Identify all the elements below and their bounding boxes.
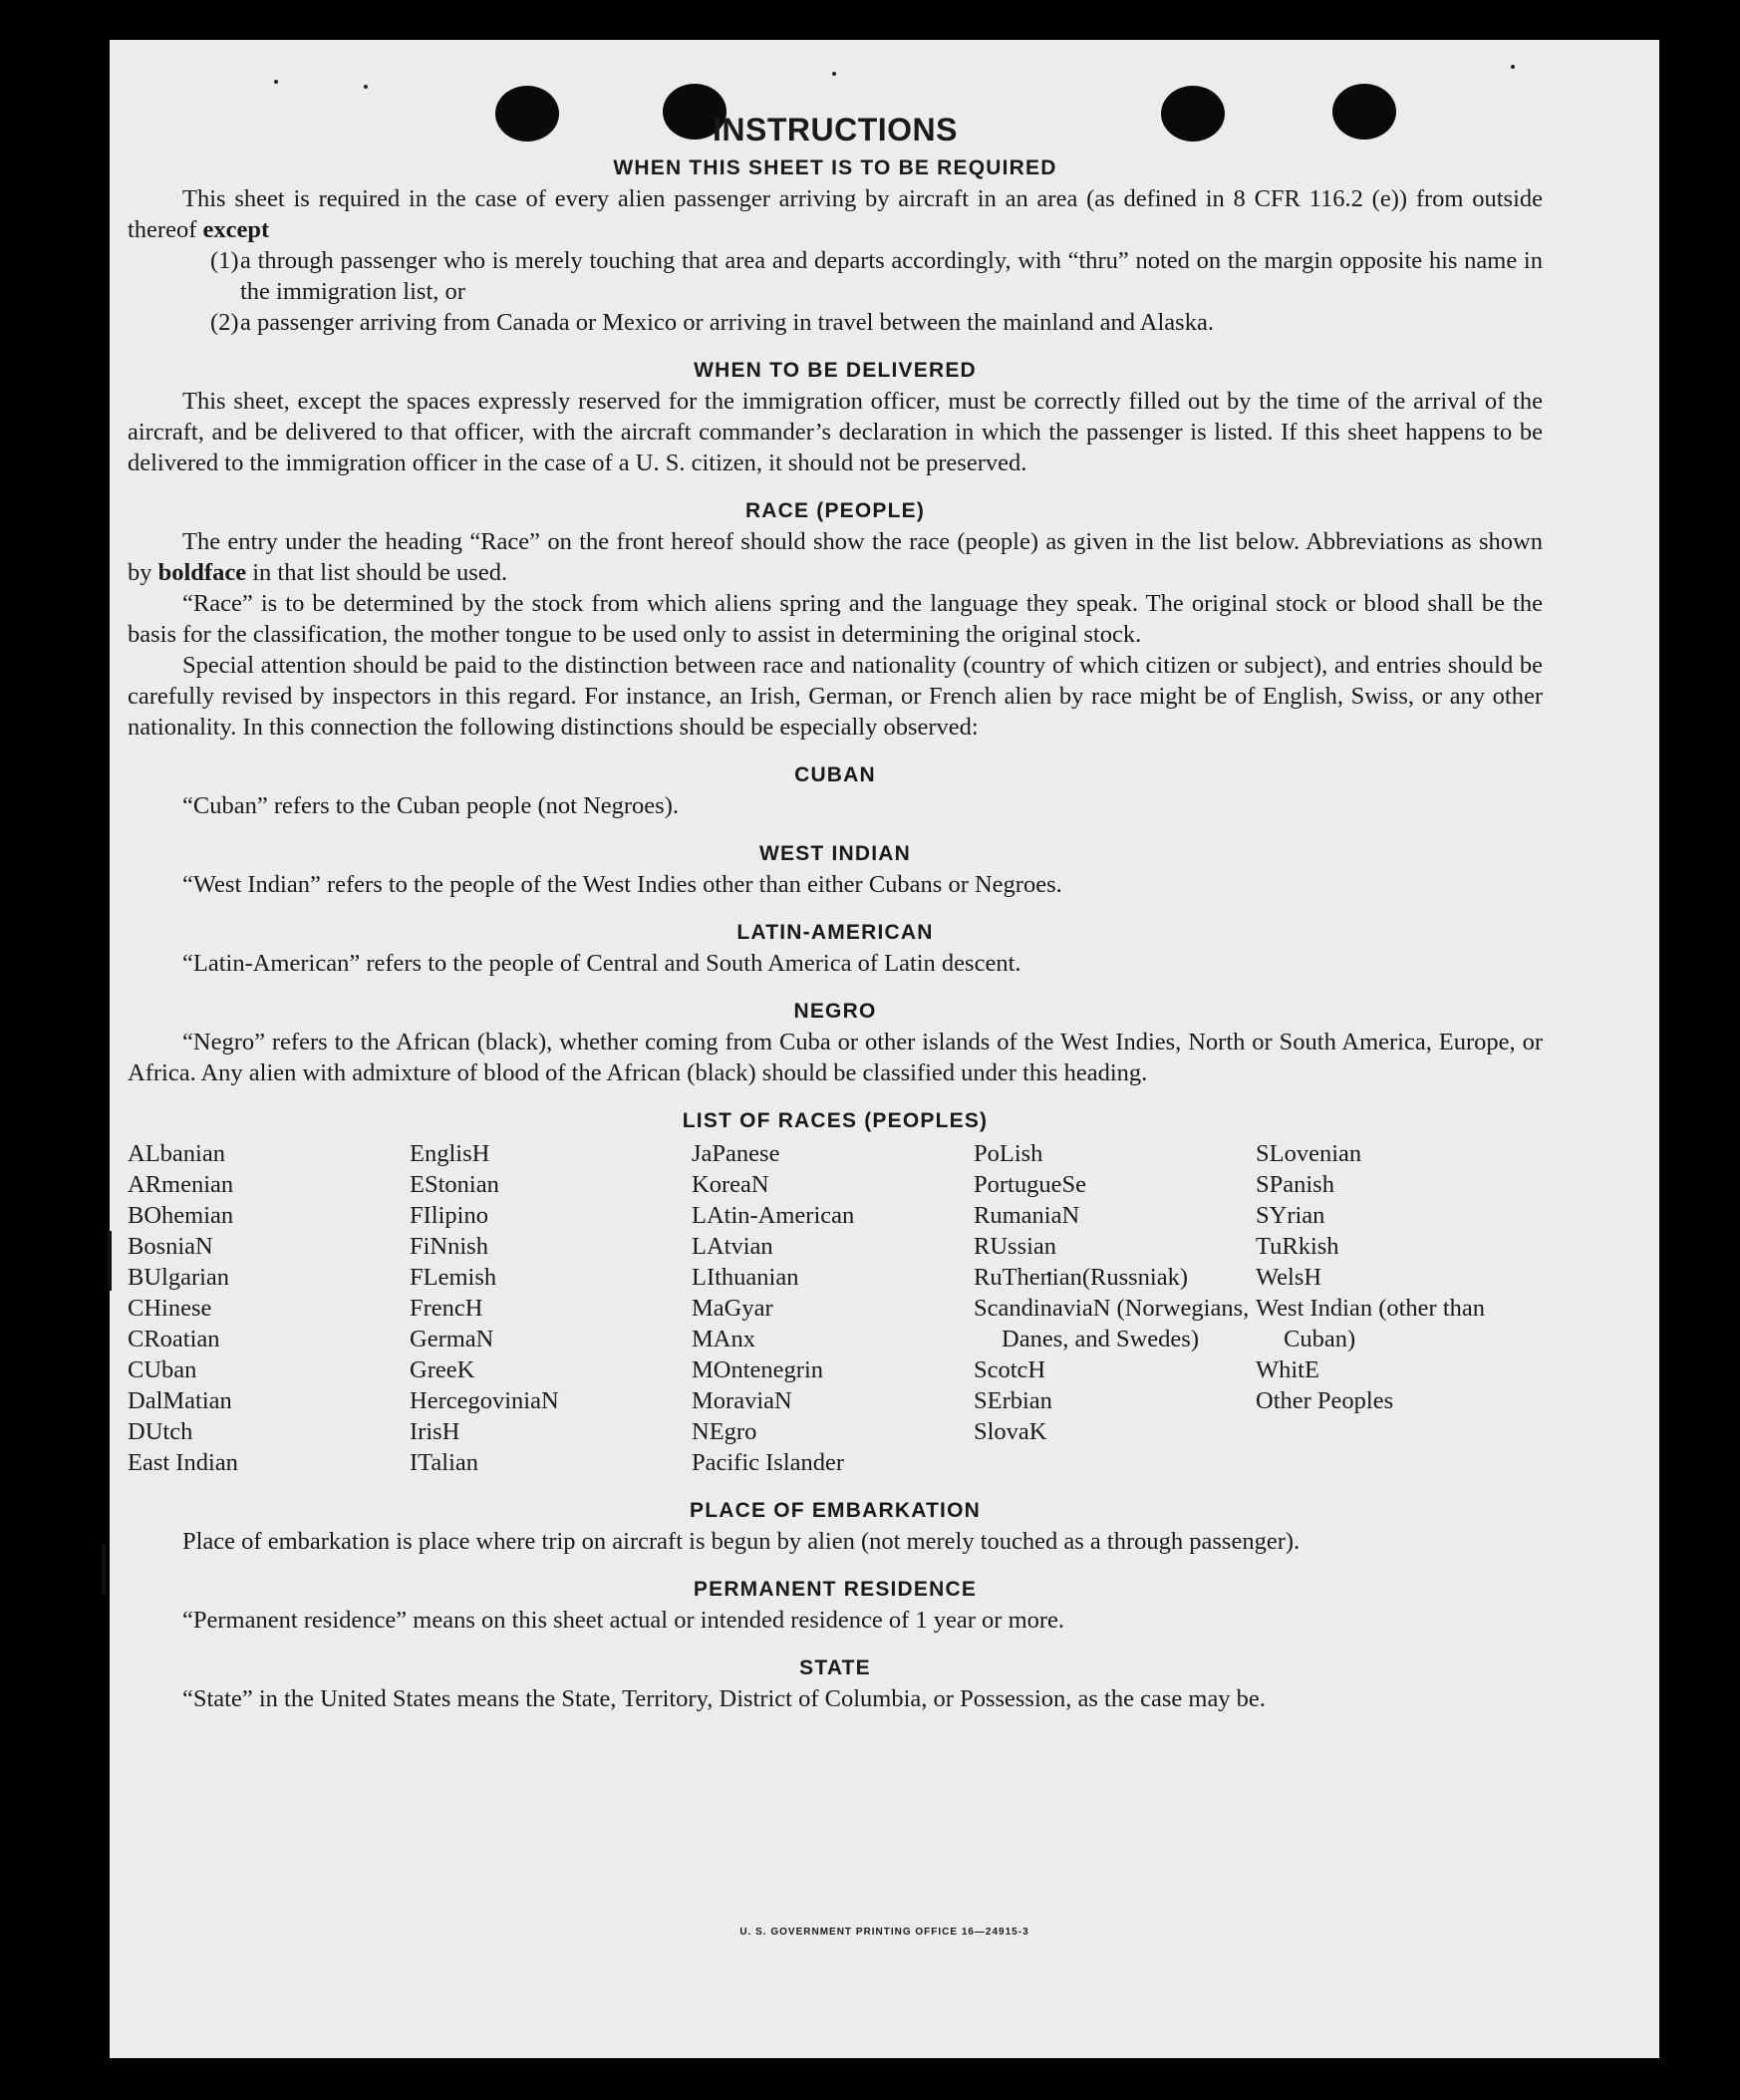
heading-negro: NEGRO [793, 1000, 877, 1023]
race-entry: SlovaK [974, 1418, 1047, 1445]
embarkation-text: Place of embarkation is place where trip on aircraft is begun by alien (not merely touched as a through passenger). [182, 1528, 1301, 1555]
document-page [110, 40, 1659, 2058]
race-entry: EnglisH [410, 1140, 490, 1167]
edge-mark [102, 1545, 106, 1595]
heading-list-of-races: LIST OF RACES (PEOPLES) [682, 1109, 989, 1132]
west-indian-text: “West Indian” refers to the people of the West Indies other than either Cubans or Negroes. [182, 871, 1062, 898]
heading-state: STATE [799, 1656, 871, 1679]
race-entry: SErbian [974, 1387, 1052, 1414]
delivered-text: This sheet, except the spaces expressly reserved for the immigration officer, must be correctly filled out by the time of the arrival of the aircraft, and be delivered to that officer, with the aircraft commander’s declaration in which the passenger is listed. If this sheet happens to be delivered to the immigration officer in the case of a U. S. citizen, it should not be preserved. [128, 388, 1543, 476]
race-entry: FIlipino [410, 1202, 488, 1229]
race-entry: BOhemian [128, 1202, 234, 1229]
race-entry: LAtvian [692, 1233, 773, 1260]
instructions-body [128, 110, 1543, 1714]
race-entry: MaGyar [692, 1295, 773, 1322]
printer-imprint: U. S. GOVERNMENT PRINTING OFFICE 16—24915-3 [739, 1927, 1029, 1938]
race-entry: ScotcH [974, 1356, 1046, 1383]
required-item-1: (1)a through passenger who is merely touching that area and departs accordingly, with “thru” noted on the margin opposite his name in the immigration list, or [210, 247, 1543, 305]
page-title: INSTRUCTIONS [713, 112, 958, 148]
race-entry: LIthuanian [692, 1264, 799, 1291]
races-column-1 [128, 1138, 410, 1478]
speck [1511, 65, 1515, 69]
race-entry: DalMatian [128, 1387, 232, 1414]
race-entry: EStonian [410, 1171, 499, 1198]
race-entry: SPanish [1256, 1171, 1334, 1198]
race-entry: MOntenegrin [692, 1356, 823, 1383]
race-entry: Pacific Islander [692, 1449, 845, 1476]
required-item-2: (2)a passenger arriving from Canada or Mexico or arriving in travel between the mainland and Alaska. [210, 309, 1214, 336]
race-entry: IrisH [410, 1418, 460, 1445]
race-entry: FrencH [410, 1295, 483, 1322]
race-entry: East Indian [128, 1449, 238, 1476]
speck [364, 85, 368, 89]
race-entry: JaPanese [692, 1140, 780, 1167]
speck [274, 80, 278, 84]
race-paragraph-2: “Race” is to be determined by the stock from which aliens spring and the language they speak. The original stock or blood shall be the basis for the classification, the mother tongue to be used only to assist in determining the original stock. [128, 590, 1543, 648]
heading-race: RACE (PEOPLE) [744, 499, 926, 522]
races-column-5 [1256, 1138, 1545, 1478]
heading-permanent-residence: PERMANENT RESIDENCE [693, 1578, 978, 1601]
race-entry: SLovenian [1256, 1140, 1362, 1167]
race-paragraph-3: Special attention should be paid to the distinction between race and nationality (country of which citizen or subject), and entries should be carefully revised by inspectors in this regard. For instance, an Irish, German, or French alien by race might be of English, Swiss, or any other nationality. In this connection the following distinctions should be especially observed: [128, 652, 1543, 741]
races-column-2 [410, 1138, 692, 1478]
race-entry: TuRkish [1256, 1233, 1339, 1260]
race-entry: MAnx [692, 1326, 755, 1352]
race-entry: RUssian [974, 1233, 1057, 1260]
heading-place-of-embarkation: PLACE OF EMBARKATION [690, 1499, 981, 1522]
race-entry: KoreaN [692, 1171, 769, 1198]
race-entry: ALbanian [128, 1140, 225, 1167]
race-entry: CUban [128, 1356, 197, 1383]
race-entry: Other Peoples [1256, 1387, 1394, 1414]
negro-text: “Negro” refers to the African (black), whether coming from Cuba or other islands of the West Indies, North or South America, Europe, or Africa. Any alien with admixture of blood of the African (black) should be classified under this heading. [128, 1029, 1543, 1086]
cuban-text: “Cuban” refers to the Cuban people (not Negroes). [182, 792, 679, 819]
state-text: “State” in the United States means the State, Territory, District of Columbia, or Possession, as the case may be. [182, 1685, 1266, 1712]
race-entry: ITalian [410, 1449, 479, 1476]
race-entry: LAtin-American [692, 1202, 855, 1229]
heading-when-required: WHEN THIS SHEET IS TO BE REQUIRED [613, 156, 1057, 179]
race-entry: HercegoviniaN [410, 1387, 559, 1414]
races-list [128, 1138, 1543, 1478]
race-entry: CHinese [128, 1295, 212, 1322]
race-entry: RuThenian(Russniak) [974, 1264, 1189, 1291]
race-entry: GreeK [410, 1356, 475, 1383]
race-entry: CRoatian [128, 1326, 220, 1352]
race-paragraph-1: The entry under the heading “Race” on the front hereof should show the race (people) as given in the list below. Abbreviations as shown by boldface in that list should be used. [128, 528, 1543, 586]
race-entry: BosniaN [128, 1233, 213, 1260]
race-entry: West Indian (other than Cuban) [1256, 1295, 1486, 1352]
residence-text: “Permanent residence” means on this sheet actual or intended residence of 1 year or more. [182, 1607, 1065, 1634]
race-entry: DUtch [128, 1418, 193, 1445]
race-entry: PortugueSe [974, 1171, 1086, 1198]
race-entry: ScandinaviaN (Norwegians, Danes, and Swedes) [974, 1295, 1250, 1352]
race-entry: ARmenian [128, 1171, 234, 1198]
race-entry: GermaN [410, 1326, 494, 1352]
race-entry: RumaniaN [974, 1202, 1080, 1229]
race-entry: FiNnish [410, 1233, 488, 1260]
race-entry: NEgro [692, 1418, 757, 1445]
heading-when-delivered: WHEN TO BE DELIVERED [694, 359, 977, 382]
race-entry: WhitE [1256, 1356, 1319, 1383]
latin-american-text: “Latin-American” refers to the people of Central and South America of Latin descent. [182, 950, 1021, 977]
races-column-3 [692, 1138, 974, 1478]
race-entry: FLemish [410, 1264, 497, 1291]
required-intro: This sheet is required in the case of every alien passenger arriving by aircraft in an area (as defined in 8 CFR 116.2 (e)) from outside thereof except [128, 185, 1543, 243]
heading-west-indian: WEST INDIAN [758, 842, 912, 865]
race-entry: MoraviaN [692, 1387, 792, 1414]
race-entry: WelsH [1256, 1264, 1322, 1291]
speck [832, 72, 836, 76]
race-entry: PoLish [974, 1140, 1043, 1167]
heading-latin-american: LATIN-AMERICAN [736, 921, 934, 944]
race-entry: SYrian [1256, 1202, 1325, 1229]
race-entry: BUlgarian [128, 1264, 230, 1291]
races-column-4 [974, 1138, 1256, 1478]
edge-mark [108, 1231, 112, 1291]
heading-cuban: CUBAN [794, 763, 876, 786]
